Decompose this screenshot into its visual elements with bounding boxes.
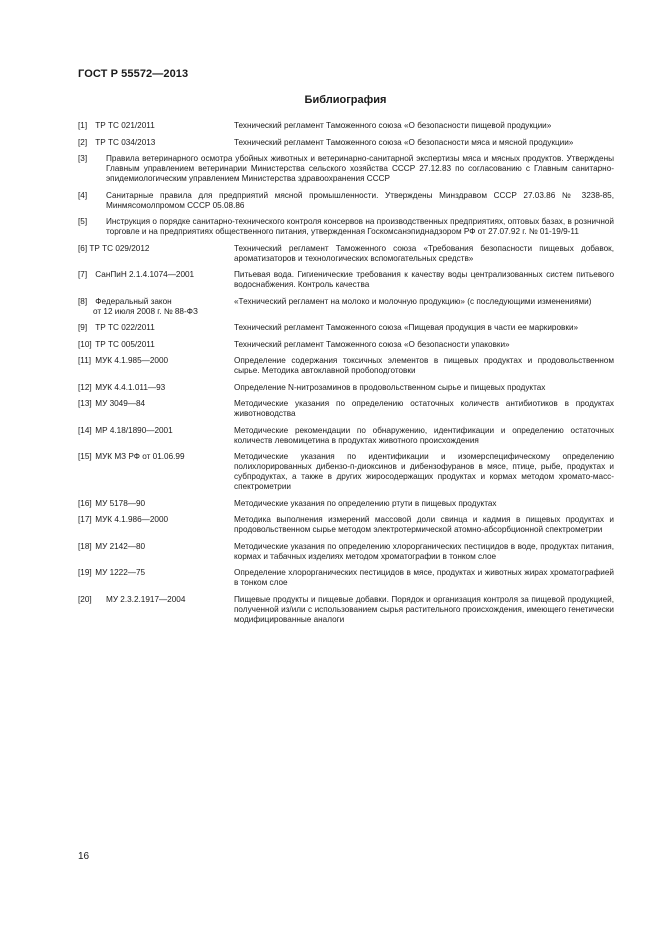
bibliography-entry [78, 399, 614, 419]
entry-number: [1] [78, 121, 88, 130]
entry-reference: СанПиН 2.1.4.1074—2001 [95, 270, 195, 279]
entry-text: Определение N-нитрозаминов в продовольственном сырье и пищевых продуктах [234, 382, 546, 392]
entry-number: [4] [78, 190, 88, 200]
entry-text: Методические рекомендации по обнаружению, идентификации и определению остаточных количеств левомицетина в продуктах животного происхождения [234, 425, 614, 445]
entry-text: Методические указания по определению ртути в пищевых продуктах [234, 498, 497, 508]
entry-number: [2] [78, 137, 88, 147]
entry-reference: ТР ТС 029/2012 [89, 243, 150, 253]
entry-text: Методика выполнения измерений массовой доли свинца и кадмия в пищевых продуктах и продовольственном сырье методом электротермической атомно-абсорбционной спектрометрии [234, 515, 614, 534]
entry-text: «Технический регламент на молоко и молочную продукцию» (с последующими изменениями) [234, 296, 592, 306]
entry-number: [14] [78, 425, 92, 435]
entry-reference: МУ 5178—90 [95, 498, 146, 508]
entry-text: Технический регламент Таможенного союза «О безопасности упаковки» [234, 339, 510, 349]
entry-reference-line2: от 12 июля 2008 г. № 88-ФЗ [93, 306, 198, 316]
entry-reference: ТР ТС 022/2011 [95, 323, 155, 332]
entry-text: Определение содержания токсичных элементов в пищевых продуктах и продовольственном сырье. Методика автоклавной пробоподготовки [234, 356, 614, 375]
entry-reference: МР 4.18/1890—2001 [95, 425, 173, 435]
entry-text: Методические указания по определению остаточных количеств антибиотиков в продуктах животноводства [234, 399, 614, 418]
entry-number: [15] [78, 452, 92, 461]
bibliography-entry [78, 426, 614, 446]
entry-text: Технический регламент Таможенного союза «Требования безопасности пищевых добавок, ароматизаторов и технологических вспомогательных средств» [234, 243, 614, 263]
entry-reference: ТР ТС 021/2011 [95, 121, 155, 130]
bibliography-entry [78, 542, 614, 562]
entry-text: Инструкция о порядке санитарно-технического контроля консервов на производственных предприятиях, оптовых базах, в розничной торговле и на предприятиях общественного питания, утвержденная Госкомсанэпиднадзором РФ от 27.07.92 г. № 01-19/9-11 [106, 217, 614, 236]
entry-reference: МУ 2142—80 [95, 541, 146, 551]
entry-number: [13] [78, 399, 92, 408]
bibliography-entry [78, 499, 614, 509]
entry-reference: МУК МЗ РФ от 01.06.99 [95, 452, 185, 461]
entry-number: [20] [78, 594, 92, 604]
bibliography-entry [78, 383, 614, 393]
entry-number: [9] [78, 323, 88, 332]
bibliography-entry [78, 515, 614, 535]
entry-reference: МУК 4.1.986—2000 [95, 515, 169, 524]
entry-text: Питьевая вода. Гигиенические требования к качеству воды централизованных систем питьевого водоснабжения. Контроль качества [234, 270, 614, 289]
entry-reference: МУ 1222—75 [95, 568, 146, 577]
bibliography-entry [78, 452, 614, 492]
entry-text: Правила ветеринарного осмотра убойных животных и ветеринарно-санитарной экспертизы мяса и мясных продуктов. Утверждены Главным управлением ветеринарии Министерства сельского хозяйства СССР 27.12.83 по согласованию с Главным санитарно-эпидемиологическим управлением Министерства здравоохранения СССР [106, 154, 614, 183]
bibliography-entry [78, 270, 614, 290]
entry-text: Методические указания по идентификации и изомерспецифическому определению полихлорированных дибензо-п-диоксинов и дибензофуранов в мясе, птице, рыбе, продуктах и субпродуктах, а также в других жиросодержащих продуктах и кормах методом хромато-масс-спектрометрии [234, 452, 614, 491]
document-header: ГОСТ Р 55572—2013 [78, 68, 189, 80]
entry-reference: ТР ТС 005/2011 [95, 339, 155, 349]
bibliography-entry [78, 244, 614, 264]
section-title: Библиография [304, 94, 387, 106]
entry-number: [11] [78, 356, 92, 365]
entry-reference: Федеральный закон [95, 296, 172, 306]
entry-text: Санитарные правила для предприятий мясной промышленности. Утверждены Минздравом СССР 27.03.86 № 3238-85, Минмясомолпромом СССР 05.08.86 [106, 190, 614, 210]
entry-reference: МУК 4.4.1.011—93 [95, 382, 166, 392]
entry-number: [18] [78, 541, 92, 551]
entry-text: Технический регламент Таможенного союза «О безопасности пищевой продукции» [234, 121, 552, 130]
bibliography-entry [78, 356, 614, 376]
bibliography-entry [78, 595, 614, 625]
bibliography-list [78, 121, 614, 631]
bibliography-entry [78, 154, 614, 184]
entry-reference: МУ 2.3.2.1917—2004 [106, 594, 186, 604]
entry-text: Пищевые продукты и пищевые добавки. Порядок и организация контроля за пищевой продукцией, полученной из/или с использованием сырья растительного происхождения, имеющего генетически модифицированные аналоги [234, 594, 614, 624]
entry-text: Технический регламент Таможенного союза «О безопасности мяса и мясной продукции» [234, 137, 574, 147]
bibliography-entry [78, 138, 614, 148]
entry-number: [7] [78, 270, 88, 279]
entry-text: Определение хлорорганических пестицидов в мясе, продуктах и животных жирах хроматографией в тонком слое [234, 568, 614, 587]
entry-number: [17] [78, 515, 92, 524]
entry-number: [5] [78, 217, 88, 226]
entry-number: [16] [78, 498, 92, 508]
entry-reference: МУК 4.1.985—2000 [95, 356, 169, 365]
entry-number: [8] [78, 296, 88, 306]
entry-number: [3] [78, 154, 88, 163]
bibliography-entry [78, 340, 614, 350]
entry-reference: МУ 3049—84 [95, 399, 146, 408]
bibliography-entry [78, 323, 614, 333]
entry-number: [6] [78, 243, 88, 253]
entry-number: [10] [78, 339, 92, 349]
page-number: 16 [78, 851, 90, 862]
bibliography-entry [78, 217, 614, 237]
entry-text: Технический регламент Таможенного союза «Пищевая продукция в части ее маркировки» [234, 323, 579, 332]
entry-reference: ТР ТС 034/2013 [95, 137, 156, 147]
entry-number: [19] [78, 568, 92, 577]
entry-text: Методические указания по определению хлорорганических пестицидов в воде, продуктах питания, кормах и табачных изделиях методом хроматографии в тонком слое [234, 541, 614, 561]
bibliography-entry [78, 568, 614, 588]
bibliography-entry [78, 121, 614, 131]
bibliography-entry [78, 297, 614, 317]
bibliography-entry [78, 191, 614, 211]
entry-number: [12] [78, 382, 92, 392]
